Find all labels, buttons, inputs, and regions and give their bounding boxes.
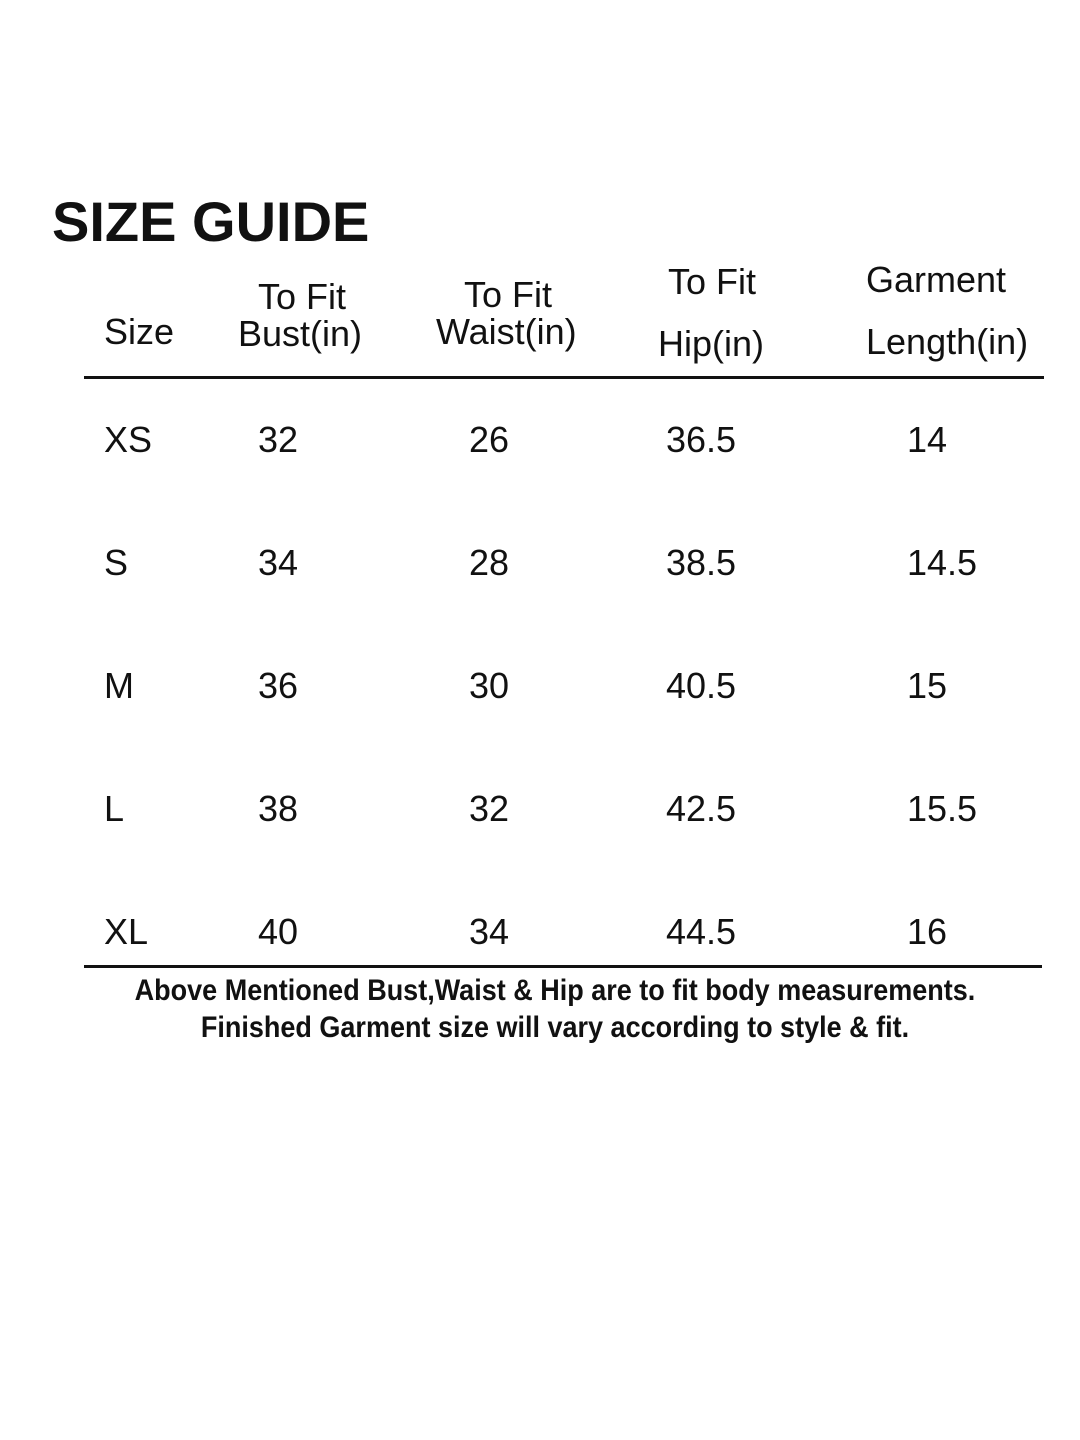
header-hip-line1: To Fit xyxy=(668,261,757,302)
cell-waist: 34 xyxy=(469,911,510,952)
cell-hip: 44.5 xyxy=(666,911,737,952)
header-length-line1: Garment xyxy=(866,259,1007,300)
cell-hip: 40.5 xyxy=(666,665,737,706)
cell-bust: 36 xyxy=(258,665,299,706)
header-hip-line2: Hip(in) xyxy=(658,323,765,364)
footnote-line-1: Above Mentioned Bust,Waist & Hip are to fit body measurements. xyxy=(134,974,976,1007)
page-title: SIZE GUIDE xyxy=(52,190,370,253)
footnote-line-2: Finished Garment size will vary according to style & fit. xyxy=(200,1011,910,1044)
cell-waist: 32 xyxy=(469,788,510,829)
cell-hip: 38.5 xyxy=(666,542,737,583)
cell-bust: 34 xyxy=(258,542,299,583)
cell-hip: 42.5 xyxy=(666,788,737,829)
cell-bust: 40 xyxy=(258,911,299,952)
cell-size: M xyxy=(104,665,134,706)
cell-waist: 30 xyxy=(469,665,510,706)
header-bust-line1: To Fit xyxy=(258,276,347,317)
cell-size: XL xyxy=(104,911,149,952)
cell-waist: 26 xyxy=(469,419,510,460)
cell-waist: 28 xyxy=(469,542,510,583)
cell-length: 14 xyxy=(907,419,948,460)
header-waist-line2: Waist(in) xyxy=(436,311,577,352)
header-bust-line2: Bust(in) xyxy=(238,313,363,354)
cell-length: 15.5 xyxy=(907,788,978,829)
cell-bust: 32 xyxy=(258,419,299,460)
header-length-line2: Length(in) xyxy=(866,321,1029,362)
cell-length: 16 xyxy=(907,911,948,952)
cell-length: 14.5 xyxy=(907,542,978,583)
header-size: Size xyxy=(104,311,175,352)
cell-size: XS xyxy=(104,419,153,460)
cell-size: S xyxy=(104,542,129,583)
cell-length: 15 xyxy=(907,665,948,706)
header-waist-line1: To Fit xyxy=(464,274,553,315)
cell-hip: 36.5 xyxy=(666,419,737,460)
footer-divider xyxy=(84,965,1042,968)
cell-bust: 38 xyxy=(258,788,299,829)
cell-size: L xyxy=(104,788,125,829)
header-divider xyxy=(84,376,1044,379)
